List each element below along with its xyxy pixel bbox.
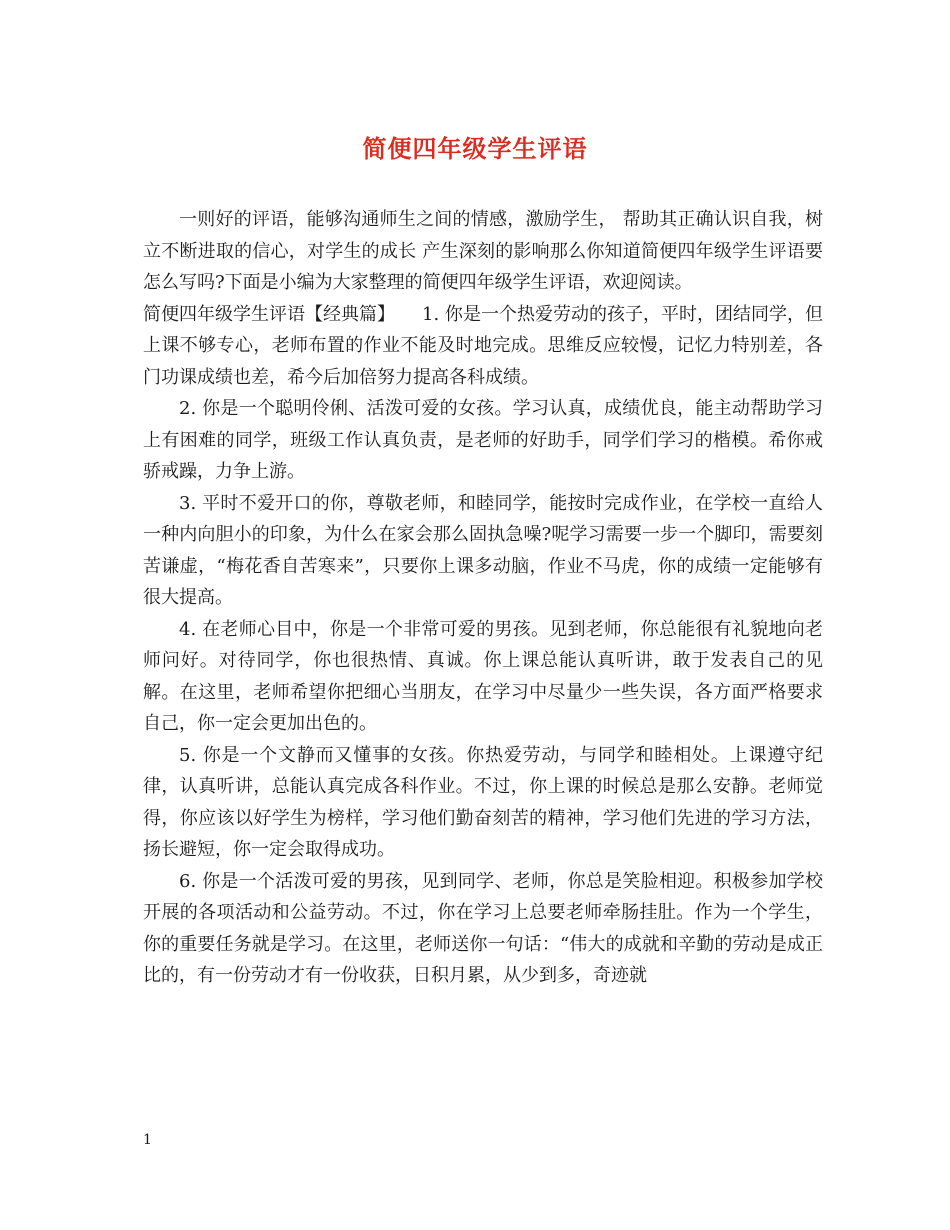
intro-paragraph: 一则好的评语，能够沟通师生之间的情感，激励学生， 帮助其正确认识自我，树立不断进取的信心，对学生的成长 产生深刻的影响那么你知道简便四年级学生评语要怎么写吗?下面是小编为大家整理的简便四年级学生评语，欢迎阅读。 (143, 209, 823, 293)
comment-paragraph-6: 6. 你是一个活泼可爱的男孩，见到同学、老师，你总是笑脸相迎。积极参加学校开展的各项活动和公益劳动。不过，你在学习上总要老师牵肠挂肚。作为一个学生，你的重要任务就是学习。在这里，老师送你一句话：“伟大的成就和辛勤的劳动是成正比的，有一份劳动才有一份收获，日积月累，从少到多，奇迹就 (143, 870, 823, 986)
comment-paragraph-3: 3. 平时不爱开口的你，尊敬老师，和睦同学，能按时完成作业，在学校一直给人一种内向胆小的印象，为什么在家会那么固执急噪?呢学习需要一步一个脚印，需要刻苦谦虚，“梅花香自苦寒来”，只要你上课多动脑，作业不马虎，你的成绩一定能够有很大提高。 (143, 492, 823, 608)
section-paragraph: 简便四年级学生评语【经典篇】 1. 你是一个热爱劳动的孩子，平时，团结同学，但上课不够专心，老师布置的作业不能及时地完成。思维反应较慢，记忆力特别差，各门功课成绩也差，希今后加倍努力提高各科成绩。 (143, 303, 823, 388)
comment-paragraph-4: 4. 在老师心目中，你是一个非常可爱的男孩。见到老师，你总能很有礼貌地向老师问好。对待同学，你也很热情、真诚。你上课总能认真听讲，敢于发表自己的见解。在这里，老师希望你把细心当朋友，在学习中尽量少一些失误，各方面严格要求自己，你一定会更加出色的。 (143, 618, 823, 734)
comment-paragraph-5: 5. 你是一个文静而又懂事的女孩。你热爱劳动，与同学和睦相处。上课遵守纪律，认真听讲，总能认真完成各科作业。不过，你上课的时候总是那么安静。老师觉得，你应该以好学生为榜样，学习他们勤奋刻苦的精神，学习他们先进的学习方法，扬长避短，你一定会取得成功。 (143, 744, 823, 860)
page-number: 1 (143, 1132, 152, 1148)
document-body (143, 204, 823, 992)
document-title: 简便四年级学生评语 (362, 135, 588, 163)
comment-paragraph-2: 2. 你是一个聪明伶俐、活泼可爱的女孩。学习认真，成绩优良，能主动帮助学习上有困难的同学，班级工作认真负责，是老师的好助手，同学们学习的楷模。希你戒骄戒躁，力争上游。 (143, 398, 823, 482)
